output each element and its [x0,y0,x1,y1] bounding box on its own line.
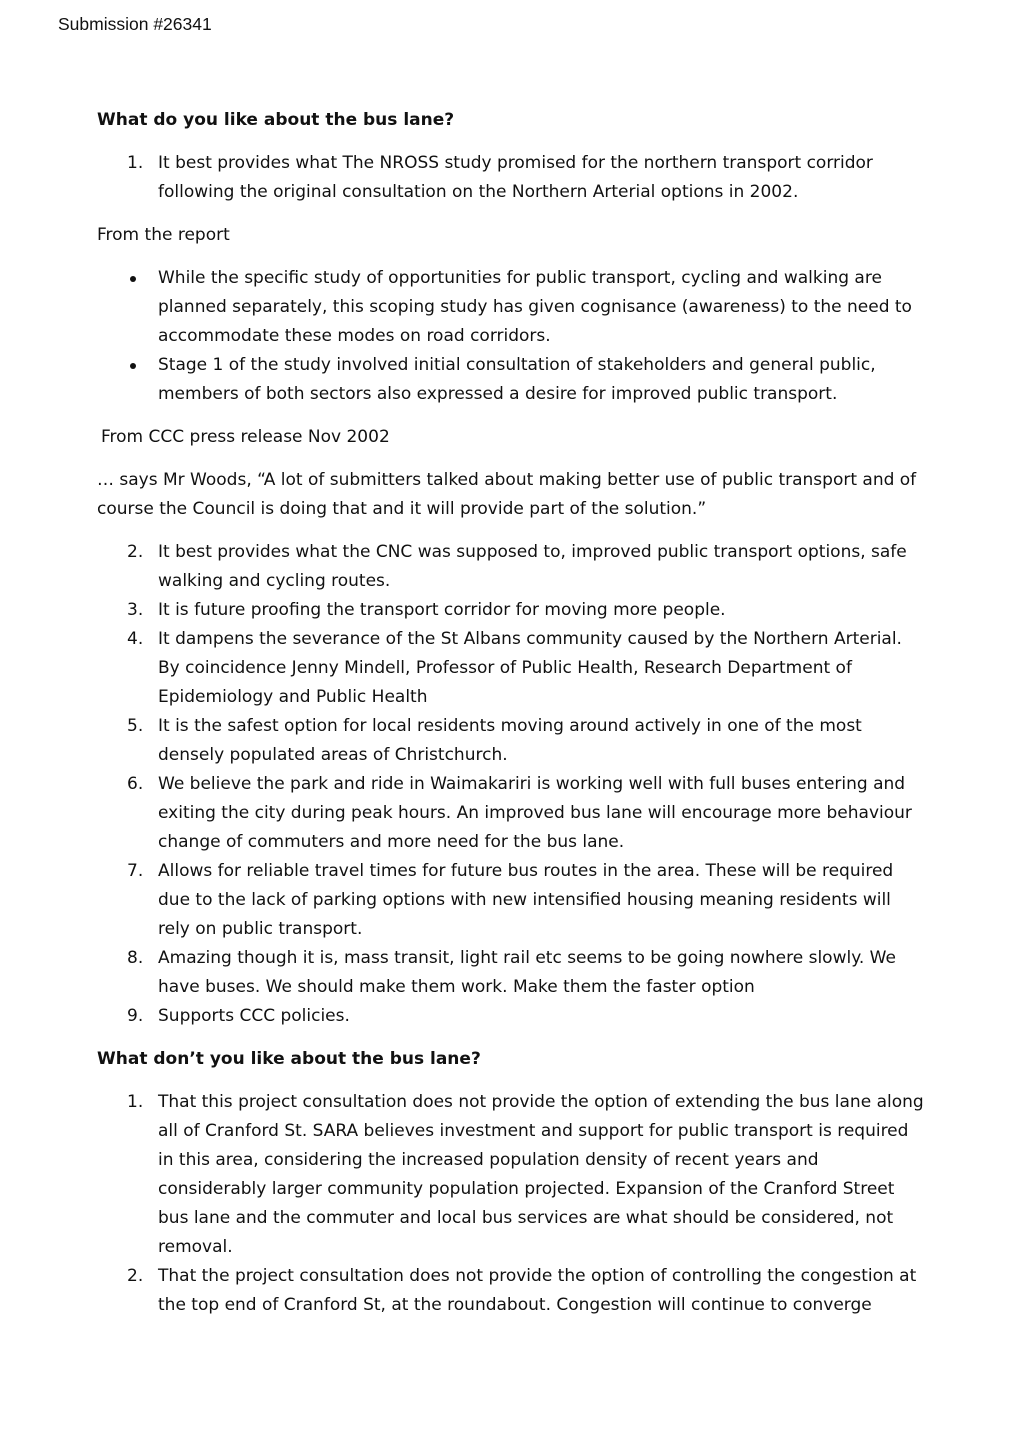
press-quote: … says Mr Woods, “A lot of submitters talked about making better use of public transport and of course the Council is doing that and it will provide part of the solution.” [97,470,917,519]
like-list-b [97,538,927,1031]
list-item [97,1088,927,1262]
list-item [97,857,927,944]
list-text: We believe the park and ride in Waimakariri is working well with full buses entering and exiting the city during peak hours. An improved bus lane will encourage more behaviour change of commuters and more need for the bus lane. [158,774,912,852]
report-bullets [97,264,927,409]
list-item [97,712,927,770]
list-item [97,596,927,625]
list-item [97,770,927,857]
list-item [97,625,927,712]
list-number: 1. [127,1092,144,1112]
dislike-heading: What don’t you like about the bus lane? [97,1049,481,1069]
list-number: 7. [127,861,144,881]
like-heading: What do you like about the bus lane? [97,110,455,130]
list-number: 3. [127,600,144,620]
from-report-label: From the report [97,225,230,245]
bullet-item [97,351,927,409]
list-text: It best provides what The NROSS study promised for the northern transport corridor following the original consultation on the Northern Arterial options in 2002. [158,153,873,202]
list-number: 9. [127,1006,144,1026]
bullet-text: Stage 1 of the study involved initial consultation of stakeholders and general public, members of both sectors also expressed a desire for improved public transport. [158,355,876,404]
bullet-icon [130,276,136,282]
list-text: It is the safest option for local residents moving around actively in one of the most densely populated areas of Christchurch. [158,716,862,765]
list-number: 6. [127,774,144,794]
bullet-icon [130,363,136,369]
like-list-a [97,149,927,207]
bullet-item [97,264,927,351]
dislike-list [97,1088,927,1320]
list-text: It best provides what the CNC was supposed to, improved public transport options, safe walking and cycling routes. [158,542,907,591]
list-number: 5. [127,716,144,736]
bullet-text: While the specific study of opportunities for public transport, cycling and walking are planned separately, this scoping study has given cognisance (awareness) to the need to accommodate these modes on road corridors. [158,268,912,346]
list-text: It dampens the severance of the St Albans community caused by the Northern Arterial. By coincidence Jenny Mindell, Professor of Public Health, Research Department of Epidemiology and Public Health [158,629,902,707]
list-text: Allows for reliable travel times for future bus routes in the area. These will be required due to the lack of parking options with new intensified housing meaning residents will rely on public transport. [158,861,894,939]
list-number: 2. [127,542,144,562]
press-release-label: From CCC press release Nov 2002 [101,427,390,447]
submission-number: Submission #26341 [58,14,212,34]
list-text: Supports CCC policies. [158,1006,350,1026]
list-item [97,149,927,207]
document-body [97,106,927,1334]
list-number: 4. [127,629,144,649]
list-number: 1. [127,153,144,173]
list-item [97,944,927,1002]
list-number: 8. [127,948,144,968]
list-text: Amazing though it is, mass transit, light rail etc seems to be going nowhere slowly. We have buses. We should make them work. Make them the faster option [158,948,896,997]
list-item [97,1262,927,1320]
list-text: That the project consultation does not provide the option of controlling the congestion at the top end of Cranford St, at the roundabout. Congestion will continue to converge [158,1266,917,1315]
list-item [97,1002,927,1031]
list-item [97,538,927,596]
list-text: It is future proofing the transport corridor for moving more people. [158,600,726,620]
list-number: 2. [127,1266,144,1286]
list-text: That this project consultation does not provide the option of extending the bus lane along all of Cranford St. SARA believes investment and support for public transport is required in this area, considering the increased population density of recent years and considerably larger community population projected. Expansion of the Cranford Street bus lane and the commuter and local bus services are what should be considered, not removal. [158,1092,924,1257]
